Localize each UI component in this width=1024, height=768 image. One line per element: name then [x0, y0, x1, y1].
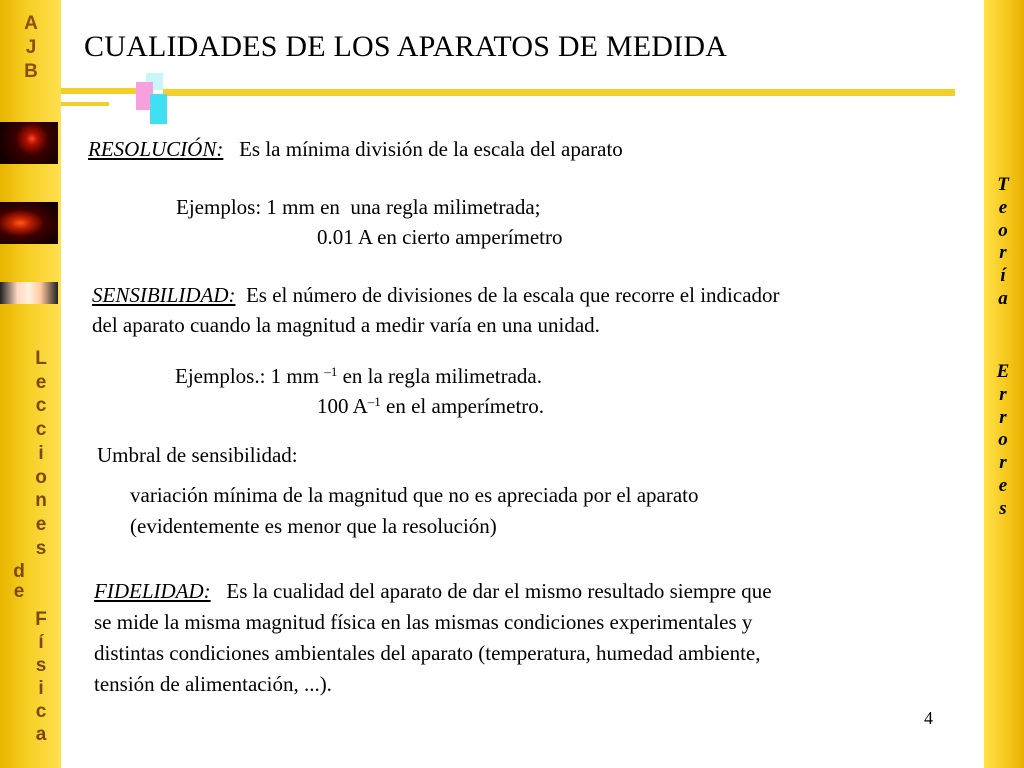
umbral-text-2: (evidentemente es menor que la resolución) — [130, 514, 497, 538]
vertical-letter: a — [998, 287, 1008, 309]
vertical-letter: r — [999, 383, 1007, 405]
vertical-letter: í — [38, 632, 44, 653]
sidebar-vertical-fisica — [30, 608, 52, 746]
vertical-letter: e — [998, 474, 1008, 496]
page-number: 4 — [924, 708, 933, 728]
fidelidad-text-4: tensión de alimentación, ...). — [94, 672, 332, 696]
vertical-letter: i — [38, 678, 44, 699]
exponent: –1 — [367, 394, 381, 409]
resolucion-example-2: 0.01 A en cierto amperímetro — [317, 225, 563, 249]
example-prefix: 100 A — [317, 394, 368, 418]
sensibilidad-definition — [92, 280, 780, 311]
example-suffix: en la regla milimetrada. — [337, 364, 542, 388]
vertical-letter: F — [35, 609, 47, 630]
sidebar-vertical-errores — [988, 361, 1018, 521]
title-underline — [163, 89, 955, 96]
vertical-letter: o — [998, 219, 1008, 241]
vertical-letter: s — [35, 655, 47, 676]
brand-letter: A — [24, 13, 38, 34]
example-prefix: Ejemplos.: 1 mm — [175, 364, 325, 388]
vertical-letter: e — [998, 196, 1008, 218]
fidelidad-definition — [94, 576, 772, 607]
vertical-letter: í — [1000, 265, 1006, 287]
vertical-letter: r — [999, 452, 1007, 474]
sensibilidad-term: SENSIBILIDAD: — [92, 283, 236, 307]
vertical-letter: e — [13, 581, 25, 602]
vertical-letter: r — [999, 406, 1007, 428]
exponent: –1 — [324, 364, 338, 379]
title-underline-left-short — [61, 102, 109, 106]
sidebar-vertical-de — [8, 562, 30, 602]
resolucion-example-1: Ejemplos: 1 mm en una regla milimetrada; — [176, 195, 541, 219]
resolucion-text: Es la mínima división de la escala del aparato — [239, 137, 623, 161]
resolucion-term: RESOLUCIÓN: — [88, 137, 224, 161]
sensibilidad-text-2: del aparato cuando la magnitud a medir varía en una unidad. — [92, 313, 600, 337]
vertical-letter: s — [35, 537, 47, 559]
example-suffix: en el amperímetro. — [380, 394, 545, 418]
vertical-letter: c — [35, 701, 47, 722]
spectrum-thumbnail — [0, 282, 58, 304]
brand-letter: B — [24, 61, 38, 82]
vertical-letter: n — [35, 490, 47, 512]
laser-photo-thumbnail — [0, 122, 58, 164]
vertical-letter: c — [35, 419, 47, 441]
vertical-letter: s — [999, 497, 1007, 519]
title-underline-left — [61, 88, 146, 94]
fidelidad-term: FIDELIDAD: — [94, 579, 211, 603]
vertical-letter: e — [35, 513, 47, 535]
vertical-letter: i — [38, 442, 44, 464]
brand-letter: J — [25, 37, 37, 58]
brand-logo — [20, 12, 42, 84]
decor-square — [150, 94, 167, 124]
slide-title: CUALIDADES DE LOS APARATOS DE MEDIDA — [84, 30, 728, 63]
fidelidad-text-1: Es la cualidad del aparato de dar el mismo resultado siempre que — [226, 579, 772, 603]
vertical-letter: r — [999, 242, 1007, 264]
sidebar-vertical-teoria — [988, 174, 1018, 311]
vertical-letter: c — [35, 395, 47, 417]
vertical-letter: o — [998, 429, 1008, 451]
umbral-text-1: variación mínima de la magnitud que no es apreciada por el aparato — [130, 483, 699, 507]
vertical-letter: d — [13, 561, 25, 582]
sensibilidad-text-1: Es el número de divisiones de la escala que recorre el indicador — [245, 283, 780, 307]
resolucion-definition — [88, 134, 623, 165]
fidelidad-text-3: distintas condiciones ambientales del aparato (temperatura, humedad ambiente, — [94, 641, 761, 665]
vertical-letter: T — [997, 174, 1009, 195]
sidebar-vertical-lecciones — [30, 347, 52, 560]
sensibilidad-example-1 — [175, 361, 542, 392]
vertical-letter: e — [35, 371, 47, 393]
vertical-letter: E — [996, 361, 1010, 382]
vertical-letter: o — [35, 466, 47, 488]
fidelidad-text-2: se mide la misma magnitud física en las mismas condiciones experimentales y — [94, 610, 753, 634]
sensibilidad-example-2 — [317, 391, 544, 422]
vertical-letter: L — [35, 348, 47, 369]
vertical-letter: a — [35, 724, 47, 745]
umbral-heading: Umbral de sensibilidad: — [97, 443, 298, 467]
laser-photo-thumbnail — [0, 202, 58, 244]
